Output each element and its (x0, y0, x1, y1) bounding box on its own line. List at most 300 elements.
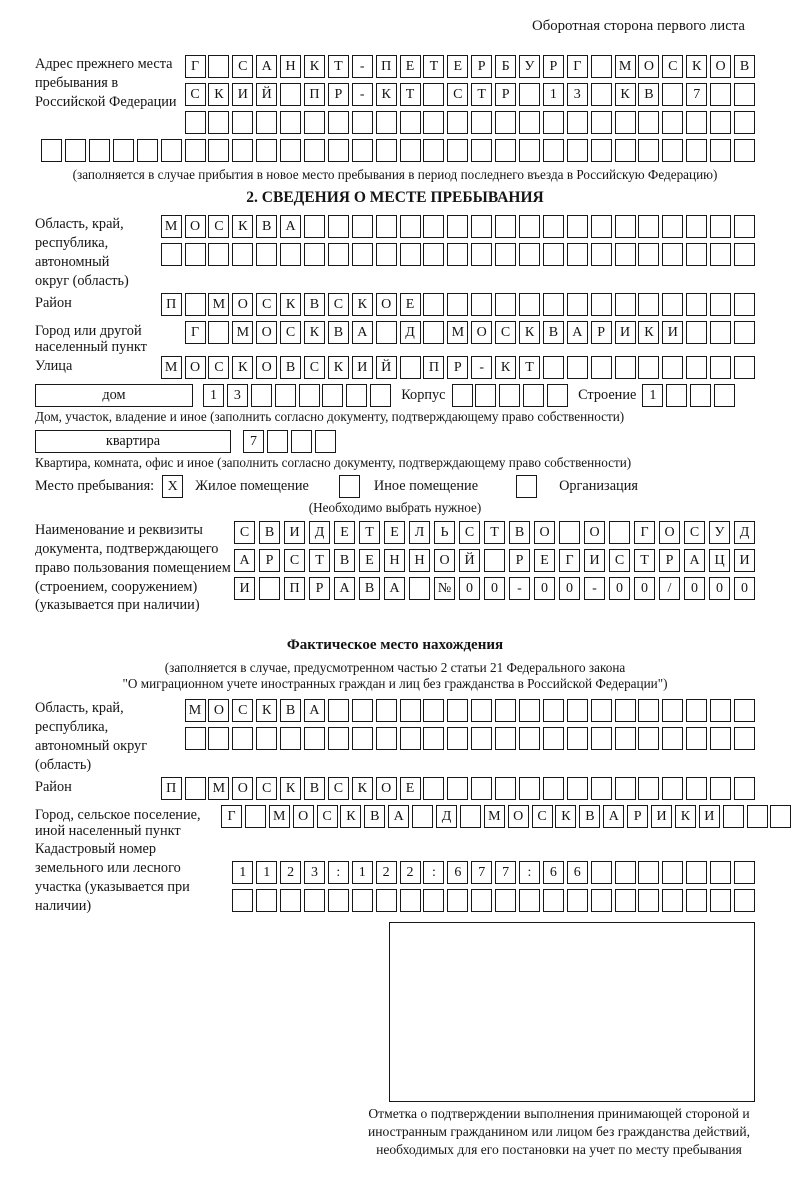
char-cell[interactable] (495, 777, 516, 800)
char-cell[interactable]: М (232, 321, 253, 344)
char-cell[interactable] (460, 805, 481, 828)
char-cell[interactable]: Р (259, 549, 280, 572)
char-cell[interactable]: 0 (609, 577, 630, 600)
char-cell[interactable] (256, 139, 277, 162)
char-cell[interactable]: М (161, 356, 182, 379)
char-cell[interactable] (591, 139, 612, 162)
char-cell[interactable]: 7 (471, 861, 492, 884)
char-cell[interactable]: 0 (734, 577, 755, 600)
char-cell[interactable]: М (208, 777, 229, 800)
char-cell[interactable]: Е (334, 521, 355, 544)
char-cell[interactable] (638, 215, 659, 238)
char-cell[interactable] (710, 727, 731, 750)
char-cell[interactable] (185, 727, 206, 750)
char-cell[interactable] (471, 111, 492, 134)
char-cell[interactable] (471, 139, 492, 162)
char-cell[interactable] (471, 727, 492, 750)
char-cell[interactable] (328, 243, 349, 266)
char-cell[interactable] (409, 577, 430, 600)
char-cell[interactable] (137, 139, 158, 162)
char-cell[interactable]: С (284, 549, 305, 572)
char-cell[interactable]: № (434, 577, 455, 600)
char-cell[interactable]: Е (400, 777, 421, 800)
char-cell[interactable] (690, 384, 711, 407)
char-cell[interactable] (304, 215, 325, 238)
char-cell[interactable] (567, 139, 588, 162)
char-cell[interactable] (734, 699, 755, 722)
char-cell[interactable]: Р (659, 549, 680, 572)
char-cell[interactable] (519, 111, 540, 134)
char-cell[interactable]: М (615, 55, 636, 78)
char-cell[interactable] (376, 243, 397, 266)
char-cell[interactable] (352, 111, 373, 134)
char-cell[interactable] (423, 889, 444, 912)
char-cell[interactable] (475, 384, 496, 407)
char-cell[interactable]: В (638, 83, 659, 106)
char-cell[interactable] (609, 521, 630, 544)
char-cell[interactable]: 0 (684, 577, 705, 600)
char-cell[interactable]: И (584, 549, 605, 572)
char-cell[interactable] (662, 139, 683, 162)
char-cell[interactable] (686, 215, 707, 238)
char-cell[interactable] (275, 384, 296, 407)
char-cell[interactable] (280, 83, 301, 106)
char-cell[interactable] (208, 139, 229, 162)
char-cell[interactable] (376, 321, 397, 344)
char-cell[interactable] (543, 889, 564, 912)
char-cell[interactable]: К (519, 321, 540, 344)
char-cell[interactable] (89, 139, 110, 162)
char-cell[interactable] (615, 111, 636, 134)
char-cell[interactable]: 6 (567, 861, 588, 884)
char-cell[interactable]: Т (359, 521, 380, 544)
char-cell[interactable]: С (232, 55, 253, 78)
char-cell[interactable]: - (352, 83, 373, 106)
char-cell[interactable]: С (317, 805, 338, 828)
char-cell[interactable]: Г (567, 55, 588, 78)
char-cell[interactable] (662, 243, 683, 266)
char-cell[interactable] (280, 889, 301, 912)
char-cell[interactable] (251, 384, 272, 407)
char-cell[interactable] (559, 521, 580, 544)
char-cell[interactable]: С (234, 521, 255, 544)
char-cell[interactable] (734, 243, 755, 266)
char-cell[interactable] (734, 139, 755, 162)
char-cell[interactable] (304, 727, 325, 750)
char-cell[interactable]: М (161, 215, 182, 238)
char-cell[interactable] (734, 777, 755, 800)
char-cell[interactable] (304, 889, 325, 912)
char-cell[interactable]: Й (376, 356, 397, 379)
char-cell[interactable]: О (293, 805, 314, 828)
char-cell[interactable] (452, 384, 473, 407)
char-cell[interactable] (638, 111, 659, 134)
char-cell[interactable]: А (280, 215, 301, 238)
char-cell[interactable] (519, 243, 540, 266)
char-cell[interactable] (423, 293, 444, 316)
char-cell[interactable] (686, 889, 707, 912)
char-cell[interactable]: О (434, 549, 455, 572)
char-cell[interactable] (423, 727, 444, 750)
char-cell[interactable]: С (280, 321, 301, 344)
char-cell[interactable] (471, 243, 492, 266)
char-cell[interactable]: Н (280, 55, 301, 78)
char-cell[interactable] (423, 321, 444, 344)
char-cell[interactable] (734, 293, 755, 316)
char-cell[interactable] (208, 727, 229, 750)
factual-raion-cells[interactable] (72, 777, 755, 800)
char-cell[interactable] (328, 111, 349, 134)
char-cell[interactable] (638, 861, 659, 884)
char-cell[interactable] (662, 356, 683, 379)
char-cell[interactable] (346, 384, 367, 407)
char-cell[interactable] (615, 861, 636, 884)
char-cell[interactable]: : (423, 861, 444, 884)
char-cell[interactable] (376, 215, 397, 238)
char-cell[interactable] (615, 139, 636, 162)
char-cell[interactable] (686, 111, 707, 134)
char-cell[interactable]: 1 (232, 861, 253, 884)
char-cell[interactable] (352, 727, 373, 750)
char-cell[interactable] (447, 889, 468, 912)
char-cell[interactable]: В (543, 321, 564, 344)
char-cell[interactable] (352, 243, 373, 266)
char-cell[interactable] (638, 293, 659, 316)
char-cell[interactable]: 1 (642, 384, 663, 407)
char-cell[interactable] (495, 215, 516, 238)
char-cell[interactable]: А (352, 321, 373, 344)
char-cell[interactable] (638, 699, 659, 722)
char-cell[interactable] (280, 727, 301, 750)
char-cell[interactable] (714, 384, 735, 407)
house-type-box[interactable]: дом (35, 384, 193, 407)
char-cell[interactable] (615, 699, 636, 722)
char-cell[interactable] (376, 699, 397, 722)
char-cell[interactable] (447, 699, 468, 722)
char-cell[interactable]: О (471, 321, 492, 344)
char-cell[interactable]: И (352, 356, 373, 379)
char-cell[interactable] (280, 139, 301, 162)
char-cell[interactable] (710, 889, 731, 912)
char-cell[interactable]: К (555, 805, 576, 828)
char-cell[interactable]: К (328, 356, 349, 379)
char-cell[interactable]: О (232, 777, 253, 800)
char-cell[interactable] (232, 139, 253, 162)
char-cell[interactable]: А (234, 549, 255, 572)
char-cell[interactable]: К (376, 83, 397, 106)
char-cell[interactable] (686, 243, 707, 266)
char-cell[interactable] (638, 727, 659, 750)
char-cell[interactable] (423, 243, 444, 266)
char-cell[interactable]: - (509, 577, 530, 600)
char-cell[interactable]: К (232, 215, 253, 238)
char-cell[interactable] (662, 889, 683, 912)
char-cell[interactable] (710, 111, 731, 134)
char-cell[interactable] (299, 384, 320, 407)
char-cell[interactable] (710, 83, 731, 106)
char-cell[interactable]: 0 (534, 577, 555, 600)
char-cell[interactable] (591, 727, 612, 750)
char-cell[interactable] (686, 861, 707, 884)
char-cell[interactable]: 1 (352, 861, 373, 884)
char-cell[interactable]: Р (309, 577, 330, 600)
char-cell[interactable]: : (519, 861, 540, 884)
char-cell[interactable] (400, 727, 421, 750)
char-cell[interactable] (615, 889, 636, 912)
char-cell[interactable] (686, 139, 707, 162)
char-cell[interactable]: Б (495, 55, 516, 78)
char-cell[interactable]: К (686, 55, 707, 78)
char-cell[interactable]: В (509, 521, 530, 544)
char-cell[interactable] (471, 889, 492, 912)
char-cell[interactable] (400, 699, 421, 722)
char-cell[interactable] (567, 727, 588, 750)
char-cell[interactable]: Р (509, 549, 530, 572)
char-cell[interactable] (328, 139, 349, 162)
char-cell[interactable]: 1 (256, 861, 277, 884)
char-cell[interactable]: А (603, 805, 624, 828)
char-cell[interactable] (328, 699, 349, 722)
char-cell[interactable]: С (232, 699, 253, 722)
char-cell[interactable]: Й (459, 549, 480, 572)
char-cell[interactable]: С (459, 521, 480, 544)
char-cell[interactable] (710, 215, 731, 238)
char-cell[interactable] (328, 889, 349, 912)
char-cell[interactable]: С (662, 55, 683, 78)
char-cell[interactable] (686, 321, 707, 344)
char-cell[interactable]: 3 (227, 384, 248, 407)
char-cell[interactable]: А (388, 805, 409, 828)
char-cell[interactable]: П (284, 577, 305, 600)
char-cell[interactable] (65, 139, 86, 162)
char-cell[interactable] (734, 321, 755, 344)
char-cell[interactable]: К (304, 321, 325, 344)
char-cell[interactable]: Ц (709, 549, 730, 572)
char-cell[interactable] (567, 777, 588, 800)
char-cell[interactable]: Г (559, 549, 580, 572)
char-cell[interactable]: К (615, 83, 636, 106)
char-cell[interactable] (519, 699, 540, 722)
organization-checkbox[interactable] (516, 475, 537, 498)
char-cell[interactable] (591, 83, 612, 106)
char-cell[interactable] (662, 699, 683, 722)
char-cell[interactable] (185, 111, 206, 134)
char-cell[interactable] (328, 215, 349, 238)
char-cell[interactable]: - (352, 55, 373, 78)
char-cell[interactable]: Е (534, 549, 555, 572)
char-cell[interactable]: Е (384, 521, 405, 544)
char-cell[interactable]: Р (627, 805, 648, 828)
char-cell[interactable]: К (304, 55, 325, 78)
char-cell[interactable] (519, 727, 540, 750)
char-cell[interactable]: Р (591, 321, 612, 344)
char-cell[interactable] (547, 384, 568, 407)
char-cell[interactable]: Т (328, 55, 349, 78)
char-cell[interactable] (615, 215, 636, 238)
raion-cells[interactable] (72, 293, 755, 316)
char-cell[interactable]: Р (495, 83, 516, 106)
char-cell[interactable]: 3 (304, 861, 325, 884)
char-cell[interactable] (471, 699, 492, 722)
char-cell[interactable] (543, 356, 564, 379)
char-cell[interactable] (686, 356, 707, 379)
char-cell[interactable]: О (256, 321, 277, 344)
char-cell[interactable] (499, 384, 520, 407)
char-cell[interactable] (352, 215, 373, 238)
char-cell[interactable]: О (232, 293, 253, 316)
char-cell[interactable]: Д (734, 521, 755, 544)
char-cell[interactable] (376, 139, 397, 162)
char-cell[interactable]: К (352, 293, 373, 316)
char-cell[interactable]: Г (185, 55, 206, 78)
char-cell[interactable]: И (232, 83, 253, 106)
char-cell[interactable]: Р (447, 356, 468, 379)
char-cell[interactable]: К (280, 293, 301, 316)
char-cell[interactable] (370, 384, 391, 407)
char-cell[interactable] (666, 384, 687, 407)
char-cell[interactable] (256, 111, 277, 134)
char-cell[interactable]: О (659, 521, 680, 544)
char-cell[interactable] (245, 805, 266, 828)
char-cell[interactable] (662, 727, 683, 750)
char-cell[interactable] (447, 139, 468, 162)
char-cell[interactable]: В (256, 215, 277, 238)
char-cell[interactable]: Т (471, 83, 492, 106)
char-cell[interactable]: И (615, 321, 636, 344)
char-cell[interactable]: И (284, 521, 305, 544)
ulitsa-cells[interactable] (72, 356, 755, 379)
char-cell[interactable]: 0 (709, 577, 730, 600)
char-cell[interactable] (161, 243, 182, 266)
char-cell[interactable]: М (484, 805, 505, 828)
prev-address-row-4[interactable] (35, 139, 755, 162)
char-cell[interactable] (710, 321, 731, 344)
char-cell[interactable] (591, 293, 612, 316)
char-cell[interactable] (543, 293, 564, 316)
char-cell[interactable] (638, 356, 659, 379)
char-cell[interactable]: Е (400, 293, 421, 316)
char-cell[interactable]: Н (384, 549, 405, 572)
char-cell[interactable] (400, 889, 421, 912)
char-cell[interactable]: К (280, 777, 301, 800)
char-cell[interactable]: Е (359, 549, 380, 572)
char-cell[interactable] (591, 699, 612, 722)
char-cell[interactable]: Г (185, 321, 206, 344)
char-cell[interactable]: С (208, 215, 229, 238)
char-cell[interactable] (615, 293, 636, 316)
char-cell[interactable] (591, 111, 612, 134)
char-cell[interactable] (41, 139, 62, 162)
char-cell[interactable] (567, 356, 588, 379)
char-cell[interactable]: С (495, 321, 516, 344)
char-cell[interactable] (447, 777, 468, 800)
char-cell[interactable]: 0 (484, 577, 505, 600)
char-cell[interactable] (291, 430, 312, 453)
char-cell[interactable] (519, 139, 540, 162)
char-cell[interactable] (519, 777, 540, 800)
char-cell[interactable] (185, 139, 206, 162)
korpus-cells[interactable] (452, 384, 569, 407)
char-cell[interactable]: В (579, 805, 600, 828)
char-cell[interactable] (376, 727, 397, 750)
char-cell[interactable]: Й (256, 83, 277, 106)
char-cell[interactable]: И (662, 321, 683, 344)
char-cell[interactable]: 2 (400, 861, 421, 884)
char-cell[interactable] (710, 777, 731, 800)
char-cell[interactable] (447, 243, 468, 266)
char-cell[interactable]: Т (309, 549, 330, 572)
char-cell[interactable]: - (584, 577, 605, 600)
char-cell[interactable] (256, 243, 277, 266)
char-cell[interactable] (523, 384, 544, 407)
char-cell[interactable] (352, 699, 373, 722)
char-cell[interactable] (495, 699, 516, 722)
prev-address-row-3[interactable] (35, 111, 755, 134)
char-cell[interactable] (662, 111, 683, 134)
char-cell[interactable]: Р (328, 83, 349, 106)
char-cell[interactable] (543, 777, 564, 800)
char-cell[interactable] (543, 727, 564, 750)
char-cell[interactable]: Т (634, 549, 655, 572)
char-cell[interactable] (232, 111, 253, 134)
char-cell[interactable]: В (359, 577, 380, 600)
char-cell[interactable]: О (584, 521, 605, 544)
char-cell[interactable]: 7 (686, 83, 707, 106)
char-cell[interactable] (208, 321, 229, 344)
char-cell[interactable] (638, 889, 659, 912)
char-cell[interactable] (352, 139, 373, 162)
char-cell[interactable] (543, 139, 564, 162)
char-cell[interactable] (734, 111, 755, 134)
apartment-number-cells[interactable] (243, 430, 336, 453)
char-cell[interactable] (543, 111, 564, 134)
char-cell[interactable] (495, 139, 516, 162)
other-premises-checkbox[interactable] (339, 475, 360, 498)
char-cell[interactable]: В (259, 521, 280, 544)
char-cell[interactable]: Е (447, 55, 468, 78)
char-cell[interactable] (185, 293, 206, 316)
char-cell[interactable]: Л (409, 521, 430, 544)
char-cell[interactable] (734, 83, 755, 106)
gorod-cells[interactable] (177, 321, 755, 344)
factual-gorod-cells[interactable] (221, 805, 791, 828)
char-cell[interactable] (591, 55, 612, 78)
char-cell[interactable] (662, 777, 683, 800)
char-cell[interactable] (662, 83, 683, 106)
char-cell[interactable]: 7 (243, 430, 264, 453)
house-number-cells[interactable] (203, 384, 391, 407)
char-cell[interactable]: : (328, 861, 349, 884)
char-cell[interactable]: К (675, 805, 696, 828)
char-cell[interactable]: П (304, 83, 325, 106)
char-cell[interactable] (352, 889, 373, 912)
char-cell[interactable] (259, 577, 280, 600)
char-cell[interactable]: О (376, 777, 397, 800)
char-cell[interactable]: А (684, 549, 705, 572)
char-cell[interactable] (591, 889, 612, 912)
char-cell[interactable] (686, 777, 707, 800)
char-cell[interactable]: С (609, 549, 630, 572)
char-cell[interactable]: И (651, 805, 672, 828)
char-cell[interactable] (710, 699, 731, 722)
char-cell[interactable]: М (269, 805, 290, 828)
char-cell[interactable]: В (334, 549, 355, 572)
char-cell[interactable] (484, 549, 505, 572)
char-cell[interactable]: О (185, 356, 206, 379)
char-cell[interactable]: Т (484, 521, 505, 544)
char-cell[interactable] (686, 699, 707, 722)
char-cell[interactable] (567, 293, 588, 316)
